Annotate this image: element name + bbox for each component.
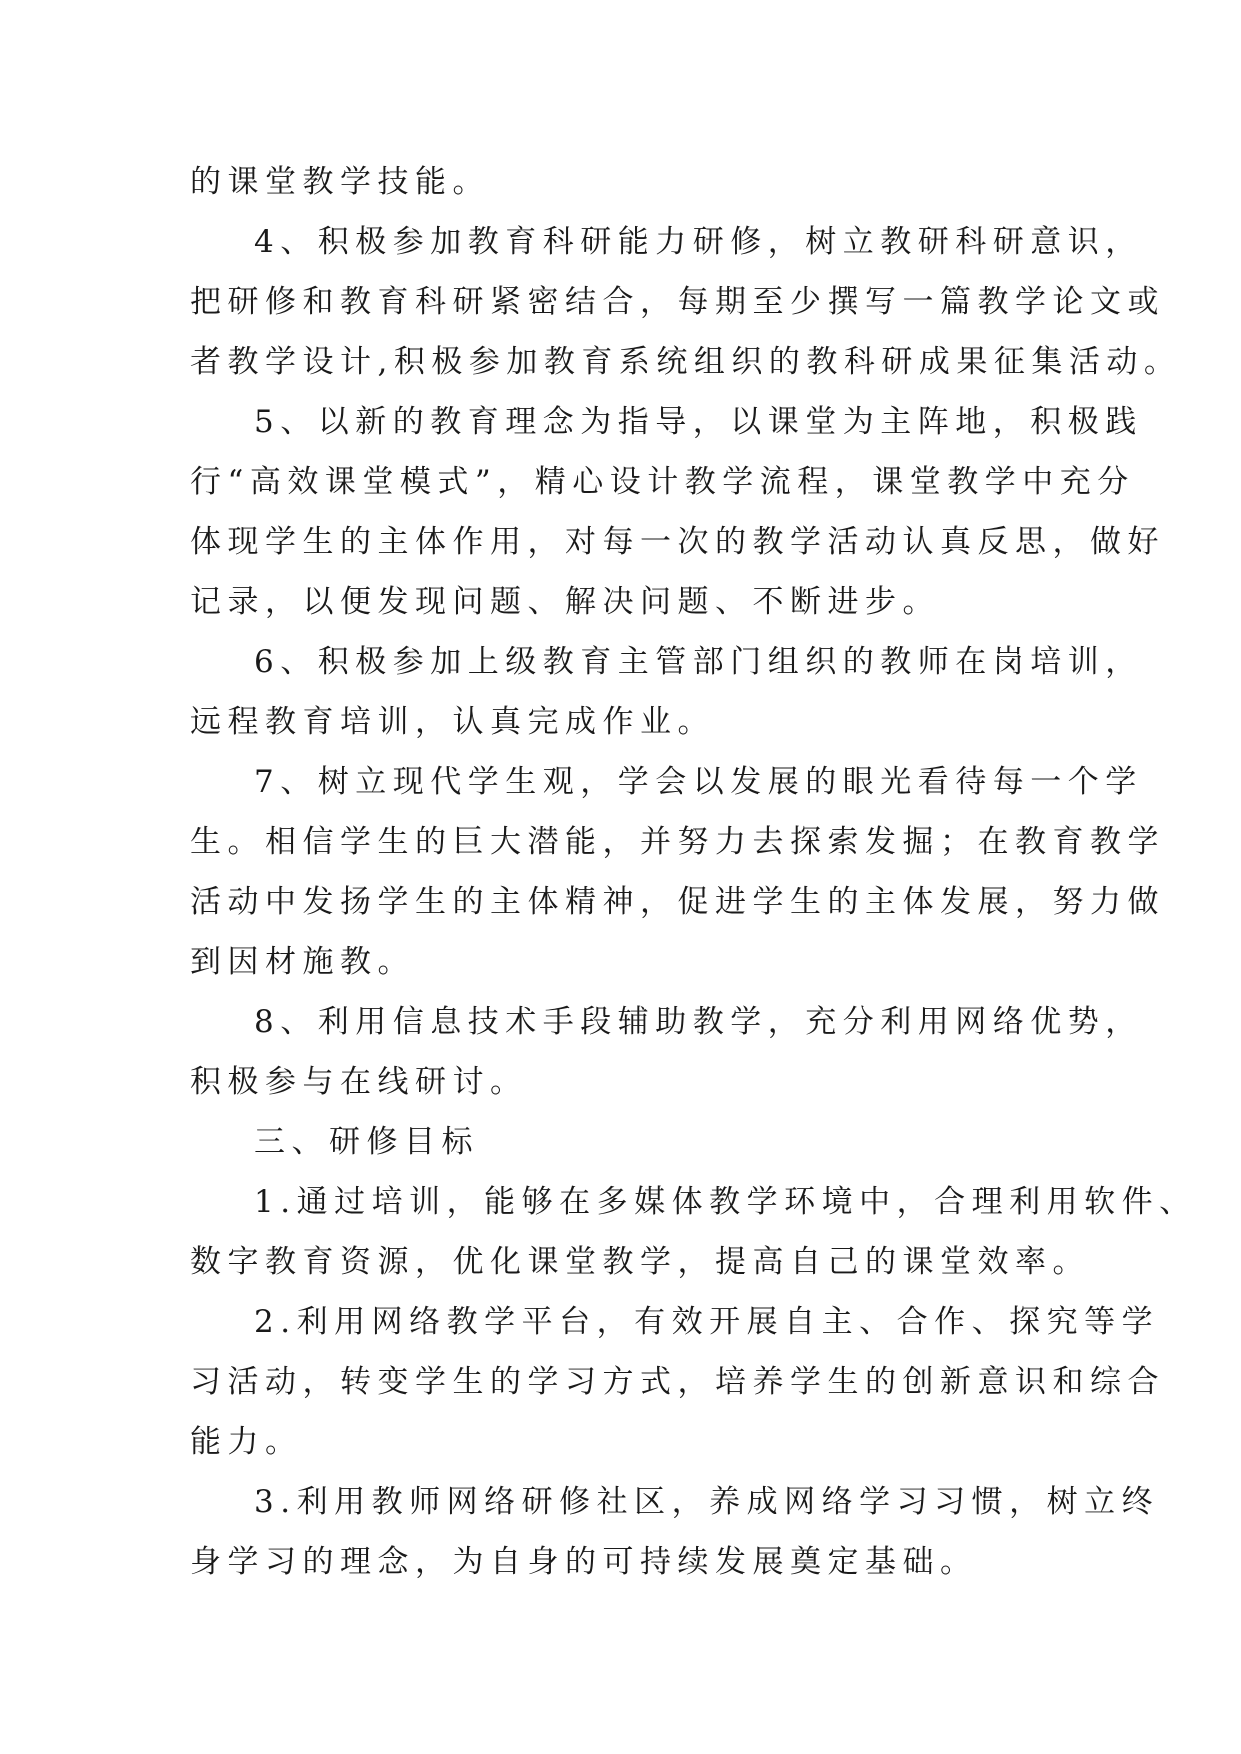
text-line: 远程教育培训，认真完成作业。	[190, 704, 715, 740]
text-line: 6、积极参加上级教育主管部门组织的教师在岗培训，	[254, 644, 1143, 680]
text-line: 数字教育资源，优化课堂教学，提高自己的课堂效率。	[190, 1244, 1090, 1280]
text-line: 5、以新的教育理念为指导，以课堂为主阵地，积极践	[254, 404, 1143, 440]
text-line: 4、积极参加教育科研能力研修，树立教研科研意识，	[254, 224, 1143, 260]
text-line: 2.利用网络教学平台，有效开展自主、合作、探究等学	[254, 1304, 1160, 1340]
text-line: 8、利用信息技术手段辅助教学，充分利用网络优势，	[254, 1004, 1143, 1040]
text-line: 到因材施教。	[190, 944, 415, 980]
text-line: 行“高效课堂模式”，精心设计教学流程，课堂教学中充分	[190, 464, 1135, 500]
text-line: 的课堂教学技能。	[190, 164, 490, 200]
text-line: 习活动，转变学生的学习方式，培养学生的创新意识和综合	[190, 1364, 1165, 1400]
text-line: 7、树立现代学生观，学会以发展的眼光看待每一个学	[254, 764, 1143, 800]
text-line: 积极参与在线研讨。	[190, 1064, 528, 1100]
document-page	[190, 152, 1197, 1592]
text-line: 1.通过培训，能够在多媒体教学环境中，合理利用软件、	[254, 1184, 1197, 1220]
text-line: 体现学生的主体作用，对每一次的教学活动认真反思，做好	[190, 524, 1165, 560]
text-line: 生。相信学生的巨大潜能，并努力去探索发掘；在教育教学	[190, 824, 1165, 860]
text-line: 身学习的理念，为自身的可持续发展奠定基础。	[190, 1544, 978, 1580]
text-line: 活动中发扬学生的主体精神，促进学生的主体发展，努力做	[190, 884, 1165, 920]
section-heading: 三、研修目标	[254, 1124, 479, 1160]
text-line: 者教学设计,积极参加教育系统组织的教科研成果征集活动。	[190, 344, 1182, 380]
text-line: 把研修和教育科研紧密结合，每期至少撰写一篇教学论文或	[190, 284, 1165, 320]
text-line: 3.利用教师网络研修社区，养成网络学习习惯，树立终	[254, 1484, 1160, 1520]
text-line: 记录，以便发现问题、解决问题、不断进步。	[190, 584, 940, 620]
text-line: 能力。	[190, 1424, 303, 1460]
